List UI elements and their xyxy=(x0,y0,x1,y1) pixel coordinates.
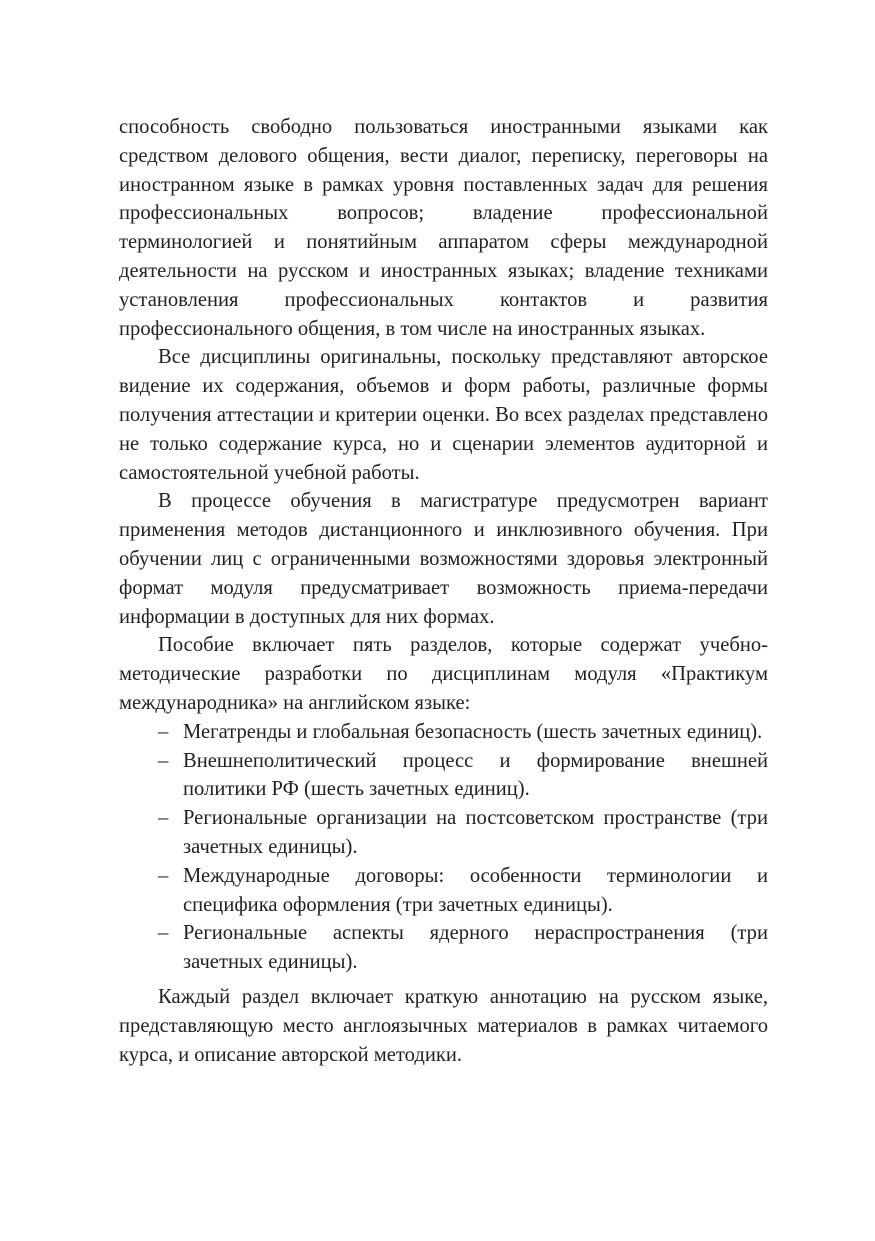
list-item-text: Мегатренды и глобальная безопасность (шесть зачетных единиц). xyxy=(183,720,763,743)
list-item xyxy=(119,919,768,977)
dash-marker: – xyxy=(158,922,169,945)
list-item xyxy=(119,718,768,747)
dash-marker: – xyxy=(158,749,169,772)
dash-marker: – xyxy=(158,807,169,830)
paragraph-annotation: Каждый раздел включает краткую аннотацию на русском языке, представляющую место англоязычных материалов в рамках читаемого курса, и описание авторской методики. xyxy=(119,985,768,1066)
list-item-text: Региональные аспекты ядерного нераспространения (три зачетных единицы). xyxy=(183,922,768,974)
list-item-text: Внешнеполитический процесс и формирование внешней политики РФ (шесть зачетных единиц). xyxy=(183,749,768,801)
sections-list xyxy=(119,718,768,977)
document-page xyxy=(119,113,768,1069)
list-item xyxy=(119,804,768,862)
paragraph-competencies: способность свободно пользоваться иностранными языками как средством делового общения, вести диалог, переписку, переговоры на иностранном языке в рамках уровня поставленных задач для решения профессиональных вопросов; владение профессиональной терминологией и понятийным аппаратом сферы международной деятельности на русском и иностранных языках; владение техниками установления профессиональных контактов и развития профессионального общения, в том числе на иностранных языках. xyxy=(119,116,768,340)
list-item xyxy=(119,747,768,805)
paragraph-disciplines: Все дисциплины оригинальны, поскольку представляют авторское видение их содержания, объемов и форм работы, различные формы получения аттестации и критерии оценки. Во всех разделах представлено не только содержание курса, но и сценарии элементов аудиторной и самостоятельной учебной работы. xyxy=(119,346,768,484)
paragraph-sections-intro: Пособие включает пять разделов, которые содержат учебно-методические разработки по дисциплинам модуля «Практикум международника» на английском языке: xyxy=(119,634,768,714)
paragraph-learning-methods: В процессе обучения в магистратуре предусмотрен вариант применения методов дистанционного и инклюзивного обучения. При обучении лиц с ограниченными возможностями здоровья электронный формат модуля предусматривает возможность приема-передачи информации в доступных для них формах. xyxy=(119,490,768,628)
dash-marker: – xyxy=(158,720,169,743)
list-item xyxy=(119,862,768,920)
dash-marker: – xyxy=(158,864,169,887)
list-item-text: Международные договоры: особенности терминологии и специфика оформления (три зачетных единицы). xyxy=(183,864,768,916)
list-item-text: Региональные организации на постсоветском пространстве (три зачетных единицы). xyxy=(183,807,768,858)
